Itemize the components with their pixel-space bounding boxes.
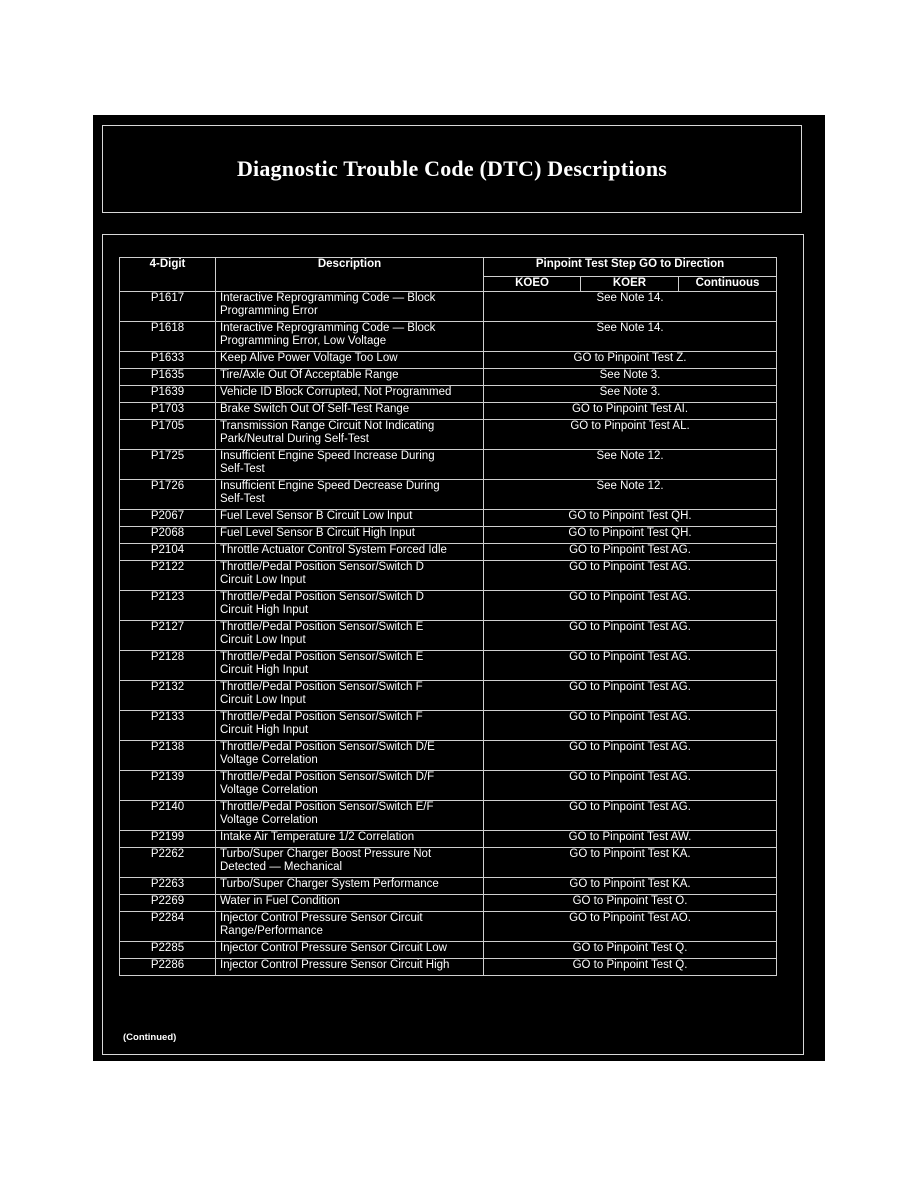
table-row [120,711,777,741]
table-row [120,651,777,681]
dtc-description [216,651,484,681]
content-box [102,234,804,1055]
dtc-code: P2199 [120,831,216,848]
dtc-description-line2: Park/Neutral During Self-Test [220,433,369,445]
pinpoint-direction: GO to Pinpoint Test AG. [484,544,777,561]
dtc-description-line2: Programming Error, Low Voltage [220,335,387,347]
dtc-description [216,878,484,895]
dtc-code: P1635 [120,369,216,386]
pinpoint-direction: See Note 3. [484,369,777,386]
dtc-description [216,831,484,848]
table-row [120,831,777,848]
dtc-code: P2139 [120,771,216,801]
table-row [120,292,777,322]
pinpoint-direction: GO to Pinpoint Test KA. [484,878,777,895]
table-row [120,450,777,480]
table-row [120,959,777,976]
header-koer: KOER [581,277,679,292]
dtc-description-line1: Throttle/Pedal Position Sensor/Switch D/E [220,741,435,753]
pinpoint-direction: GO to Pinpoint Test AG. [484,591,777,621]
header-4-digit: 4-Digit [120,258,216,292]
dtc-description [216,711,484,741]
table-row [120,480,777,510]
dtc-code: P2263 [120,878,216,895]
pinpoint-direction: GO to Pinpoint Test O. [484,895,777,912]
dtc-description-line1: Keep Alive Power Voltage Too Low [220,352,398,364]
dtc-description [216,403,484,420]
dtc-code: P1633 [120,352,216,369]
continued-note: (Continued) [123,1032,177,1043]
page-title: Diagnostic Trouble Code (DTC) Descriptions [236,156,668,181]
dtc-description [216,480,484,510]
dtc-description-line2: Voltage Correlation [220,754,318,766]
dtc-description [216,420,484,450]
dtc-description [216,942,484,959]
pinpoint-direction: GO to Pinpoint Test AW. [484,831,777,848]
page-frame [93,115,825,1061]
dtc-description [216,959,484,976]
dtc-description-line1: Interactive Reprogramming Code — Block [220,292,436,304]
dtc-code: P2262 [120,848,216,878]
dtc-description [216,895,484,912]
table-row [120,912,777,942]
table-row [120,591,777,621]
dtc-description [216,369,484,386]
dtc-code: P2132 [120,681,216,711]
pinpoint-direction: See Note 14. [484,322,777,352]
dtc-description-line2: Circuit High Input [220,604,309,616]
dtc-description-line2: Voltage Correlation [220,784,318,796]
dtc-description-line1: Turbo/Super Charger System Performance [220,878,439,890]
dtc-code: P2068 [120,527,216,544]
dtc-description-line1: Throttle Actuator Control System Forced Idle [220,544,447,556]
pinpoint-direction: GO to Pinpoint Test AG. [484,801,777,831]
dtc-code: P1617 [120,292,216,322]
dtc-code: P1705 [120,420,216,450]
dtc-description-line2: Range/Performance [220,925,323,937]
table-row [120,621,777,651]
table-row [120,352,777,369]
table-row [120,322,777,352]
dtc-description [216,801,484,831]
dtc-description [216,450,484,480]
dtc-description-line2: Circuit Low Input [220,634,306,646]
dtc-description-line1: Vehicle ID Block Corrupted, Not Programmed [220,386,452,398]
pinpoint-direction: GO to Pinpoint Test AG. [484,711,777,741]
dtc-code: P2140 [120,801,216,831]
pinpoint-direction: GO to Pinpoint Test Z. [484,352,777,369]
dtc-code: P2127 [120,621,216,651]
pinpoint-direction: GO to Pinpoint Test AG. [484,651,777,681]
pinpoint-direction: GO to Pinpoint Test AI. [484,403,777,420]
title-box [102,125,802,213]
dtc-description-line2: Circuit Low Input [220,694,306,706]
table-row [120,895,777,912]
dtc-description-line1: Injector Control Pressure Sensor Circuit High [220,959,450,971]
dtc-description-line1: Fuel Level Sensor B Circuit Low Input [220,510,413,522]
header-pinpoint-group: Pinpoint Test Step GO to Direction [484,258,777,277]
dtc-table-body [120,292,777,976]
dtc-description-line2: Programming Error [220,305,318,317]
dtc-code: P2123 [120,591,216,621]
dtc-description-line2: Self-Test [220,463,265,475]
dtc-description-line1: Throttle/Pedal Position Sensor/Switch E [220,651,424,663]
table-row [120,544,777,561]
dtc-code: P2286 [120,959,216,976]
dtc-code: P1703 [120,403,216,420]
header-description: Description [216,258,484,292]
dtc-description [216,386,484,403]
dtc-description-line1: Tire/Axle Out Of Acceptable Range [220,369,399,381]
pinpoint-direction: GO to Pinpoint Test AG. [484,621,777,651]
dtc-description [216,848,484,878]
pinpoint-direction: See Note 14. [484,292,777,322]
table-row [120,369,777,386]
dtc-description-line1: Brake Switch Out Of Self-Test Range [220,403,410,415]
table-row [120,801,777,831]
dtc-description-line2: Voltage Correlation [220,814,318,826]
dtc-description-line1: Injector Control Pressure Sensor Circuit Low [220,942,447,954]
pinpoint-direction: GO to Pinpoint Test AG. [484,741,777,771]
pinpoint-direction: See Note 12. [484,480,777,510]
dtc-description [216,544,484,561]
header-koeo: KOEO [484,277,581,292]
dtc-description-line1: Intake Air Temperature 1/2 Correlation [220,831,415,843]
dtc-code: P2067 [120,510,216,527]
dtc-code: P2269 [120,895,216,912]
table-row [120,848,777,878]
dtc-description-line1: Insufficient Engine Speed Increase During [220,450,435,462]
dtc-description-line2: Self-Test [220,493,265,505]
dtc-description [216,591,484,621]
table-row [120,878,777,895]
dtc-description [216,527,484,544]
pinpoint-direction: GO to Pinpoint Test Q. [484,959,777,976]
pinpoint-direction: GO to Pinpoint Test AL. [484,420,777,450]
table-row [120,510,777,527]
dtc-description-line1: Insufficient Engine Speed Decrease During [220,480,440,492]
header-continuous: Continuous [679,277,777,292]
dtc-description [216,561,484,591]
pinpoint-direction: GO to Pinpoint Test QH. [484,510,777,527]
dtc-description-line1: Transmission Range Circuit Not Indicating [220,420,435,432]
dtc-code: P2128 [120,651,216,681]
dtc-description-line1: Throttle/Pedal Position Sensor/Switch E [220,621,424,633]
dtc-description-line1: Throttle/Pedal Position Sensor/Switch F [220,681,423,693]
pinpoint-direction: GO to Pinpoint Test Q. [484,942,777,959]
dtc-description-line1: Turbo/Super Charger Boost Pressure Not [220,848,432,860]
dtc-description-line1: Throttle/Pedal Position Sensor/Switch F [220,711,423,723]
pinpoint-direction: GO to Pinpoint Test QH. [484,527,777,544]
dtc-description-line1: Throttle/Pedal Position Sensor/Switch D [220,561,424,573]
dtc-code: P1618 [120,322,216,352]
dtc-code: P1726 [120,480,216,510]
dtc-code: P2104 [120,544,216,561]
dtc-code: P2122 [120,561,216,591]
dtc-description-line1: Interactive Reprogramming Code — Block [220,322,436,334]
dtc-code: P1639 [120,386,216,403]
table-row [120,771,777,801]
table-row [120,420,777,450]
table-row [120,527,777,544]
pinpoint-direction: GO to Pinpoint Test AG. [484,561,777,591]
dtc-description [216,912,484,942]
pinpoint-direction: GO to Pinpoint Test AO. [484,912,777,942]
dtc-description [216,621,484,651]
dtc-description-line1: Fuel Level Sensor B Circuit High Input [220,527,415,539]
dtc-code: P1725 [120,450,216,480]
dtc-description-line1: Throttle/Pedal Position Sensor/Switch E/F [220,801,434,813]
dtc-description-line1: Injector Control Pressure Sensor Circuit [220,912,423,924]
pinpoint-direction: See Note 3. [484,386,777,403]
dtc-code: P2285 [120,942,216,959]
dtc-code: P2284 [120,912,216,942]
table-row [120,741,777,771]
table-row [120,403,777,420]
pinpoint-direction: GO to Pinpoint Test AG. [484,681,777,711]
dtc-description-line1: Water in Fuel Condition [220,895,340,907]
dtc-code: P2133 [120,711,216,741]
dtc-description [216,741,484,771]
table-row [120,681,777,711]
dtc-description-line1: Throttle/Pedal Position Sensor/Switch D [220,591,424,603]
table-row [120,561,777,591]
dtc-code: P2138 [120,741,216,771]
dtc-description [216,322,484,352]
dtc-description-line2: Circuit High Input [220,664,309,676]
dtc-description-line2: Detected — Mechanical [220,861,343,873]
pinpoint-direction: See Note 12. [484,450,777,480]
dtc-description-line1: Throttle/Pedal Position Sensor/Switch D/F [220,771,435,783]
dtc-description [216,510,484,527]
dtc-description-line2: Circuit High Input [220,724,309,736]
table-row [120,386,777,403]
dtc-description [216,352,484,369]
dtc-table [119,257,777,976]
dtc-description [216,681,484,711]
dtc-description [216,771,484,801]
pinpoint-direction: GO to Pinpoint Test KA. [484,848,777,878]
dtc-description-line2: Circuit Low Input [220,574,306,586]
dtc-description [216,292,484,322]
table-row [120,942,777,959]
pinpoint-direction: GO to Pinpoint Test AG. [484,771,777,801]
